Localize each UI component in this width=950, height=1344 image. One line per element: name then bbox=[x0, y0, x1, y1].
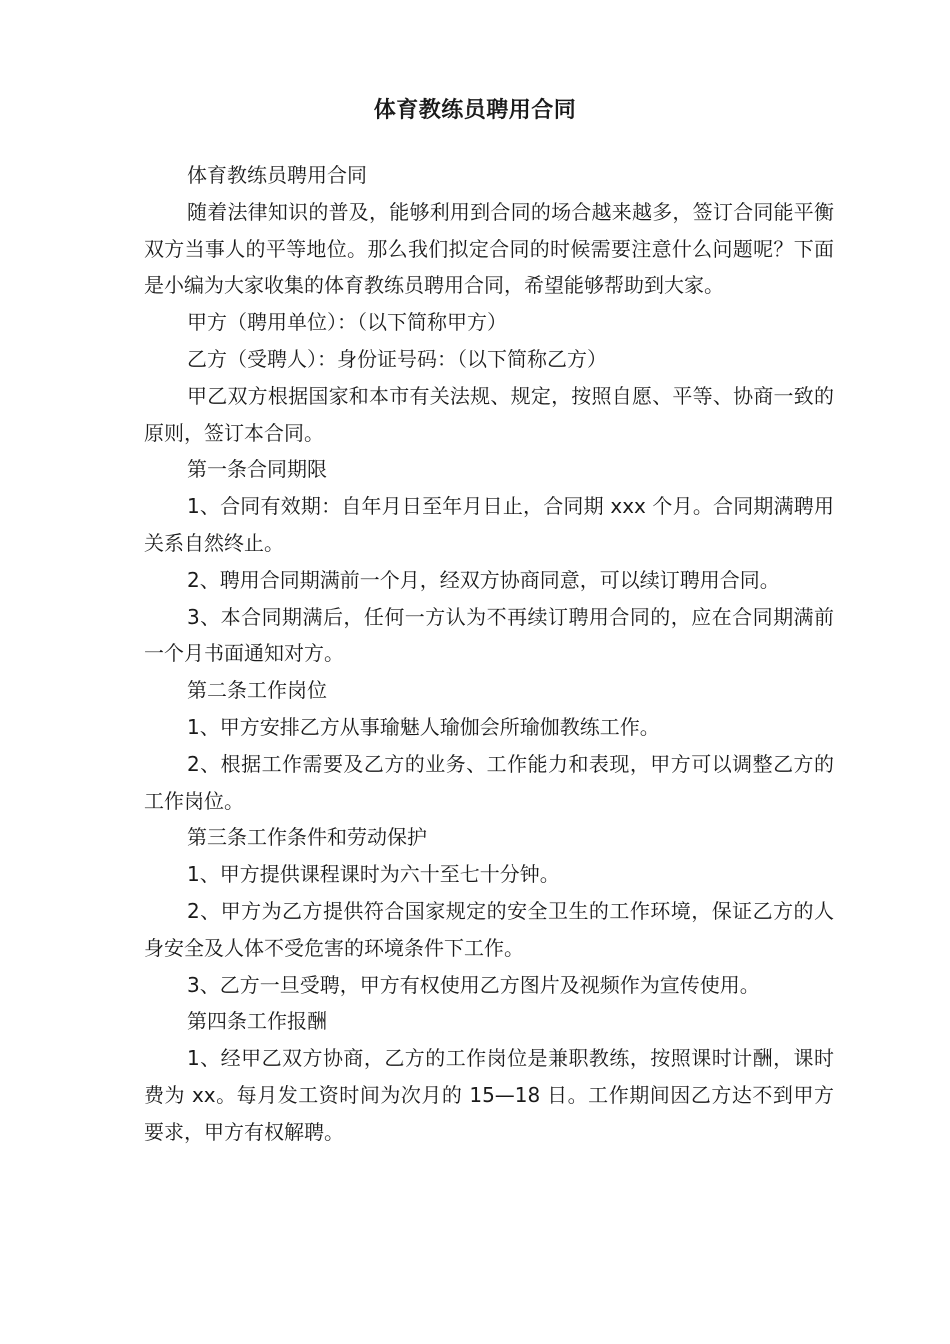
paragraph-compensation-1: 1、经甲乙双方协商，乙方的工作岗位是兼职教练，按照课时计酬，课时费为 xx。每月发工资时间为次月的 15—18 日。工作期间因乙方达不到甲方要求，甲方有权解聘。 bbox=[144, 1046, 834, 1144]
paragraph-subtitle: 体育教练员聘用合同 bbox=[187, 163, 367, 187]
paragraph-agreement-basis: 甲乙双方根据国家和本市有关法规、规定，按照自愿、平等、协商一致的原则，签订本合同。 bbox=[144, 383, 834, 445]
paragraph-intro: 随着法律知识的普及，能够利用到合同的场合越来越多，签订合同能平衡双方当事人的平等地位。那么我们拟定合同的时候需要注意什么问题呢？下面是小编为大家收集的体育教练员聘用合同，希望能够帮助到大家。 bbox=[144, 199, 834, 298]
document-body bbox=[144, 157, 834, 1151]
section-heading-conditions: 第三条工作条件和劳动保护 bbox=[187, 825, 427, 850]
paragraph-term-1: 1、合同有效期：自年月日至年月日止，合同期 xxx 个月。合同期满聘用关系自然终止。 bbox=[144, 494, 834, 555]
paragraph-position-2: 2、根据工作需要及乙方的业务、工作能力和表现，甲方可以调整乙方的工作岗位。 bbox=[144, 751, 834, 813]
paragraph-party-b: 乙方（受聘人）：身份证号码：（以下简称乙方） bbox=[187, 346, 607, 371]
paragraph-conditions-3: 3、乙方一旦受聘，甲方有权使用乙方图片及视频作为宣传使用。 bbox=[187, 972, 760, 997]
section-heading-term: 第一条合同期限 bbox=[187, 457, 327, 482]
paragraph-term-3: 3、本合同期满后，任何一方认为不再续订聘用合同的，应在合同期满前一个月书面通知对方。 bbox=[144, 604, 834, 666]
paragraph-term-2: 2、聘用合同期满前一个月，经双方协商同意，可以续订聘用合同。 bbox=[187, 567, 780, 592]
paragraph-conditions-1: 1、甲方提供课程课时为六十至七十分钟。 bbox=[187, 862, 560, 887]
section-heading-compensation: 第四条工作报酬 bbox=[187, 1009, 327, 1034]
paragraph-party-a: 甲方（聘用单位）：（以下简称甲方） bbox=[187, 310, 507, 335]
document-title: 体育教练员聘用合同 bbox=[373, 98, 577, 123]
paragraph-conditions-2: 2、甲方为乙方提供符合国家规定的安全卫生的工作环境，保证乙方的人身安全及人体不受危害的环境条件下工作。 bbox=[144, 898, 834, 960]
section-heading-position: 第二条工作岗位 bbox=[187, 678, 327, 703]
paragraph-position-1: 1、甲方安排乙方从事瑜魅人瑜伽会所瑜伽教练工作。 bbox=[187, 714, 660, 739]
